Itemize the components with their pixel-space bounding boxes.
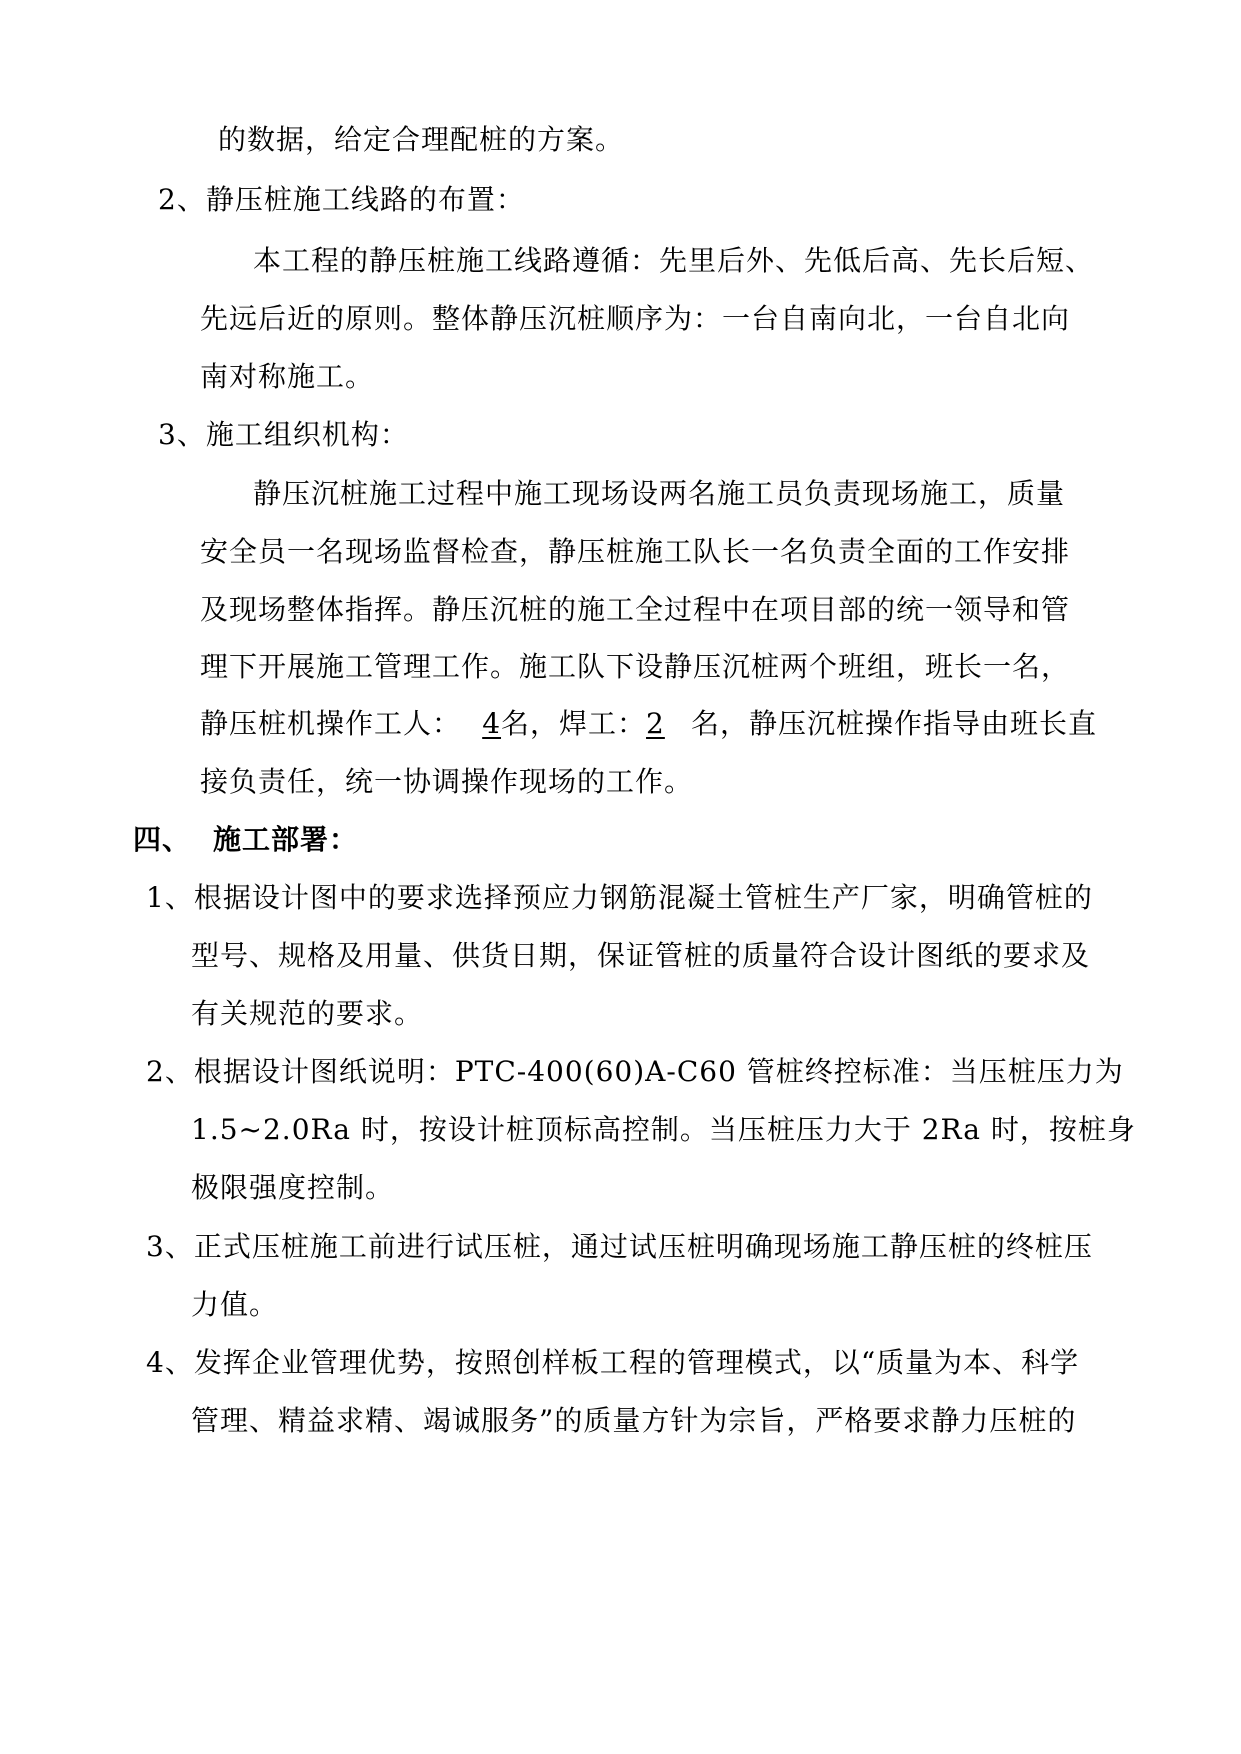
text-line: 安全员一名现场监督检查，静压桩施工队长一名负责全面的工作安排 [200,535,1071,568]
text-line: 理下开展施工管理工作。施工队下设静压沉桩两个班组，班长一名， [200,650,1071,683]
staffing-line [200,707,1097,741]
section-title: 施工部署： [213,823,359,856]
list-item-number: 4、 [146,1346,194,1379]
text-line: 型号、规格及用量、供货日期，保证管桩的质量符合设计图纸的要求及 [191,939,1091,972]
list-item-number: 2、 [146,1055,194,1088]
text-line: 接负责任，统一协调操作现场的工作。 [200,765,694,798]
text-line: 1.5~2.0Ra 时，按设计桩顶标高控制。当压桩压力大于 2Ra 时，按桩身 [191,1113,1136,1146]
staffing-middle: 名，焊工： [501,707,647,740]
list-item [146,881,1093,915]
list-item-text: 正式压桩施工前进行试压桩，通过试压桩明确现场施工静压桩的终桩压 [193,1230,1093,1263]
text-line: 静压沉桩施工过程中施工现场设两名施工员负责现场施工，质量 [253,477,1066,510]
section-number: 四、 [133,823,192,856]
workers-count: 4 [482,707,502,740]
list-item-text: 根据设计图中的要求选择预应力钢筋混凝土管桩生产厂家，明确管桩的 [193,881,1093,914]
section-heading [133,823,358,857]
text-line: 极限强度控制。 [191,1171,395,1204]
text-line: 有关规范的要求。 [191,997,424,1030]
text-line: 先远后近的原则。整体静压沉桩顺序为：一台自南向北，一台自北向 [200,302,1071,335]
staffing-suffix: 名，静压沉桩操作指导由班长直 [691,707,1098,740]
list-item-text: 发挥企业管理优势，按照创样板工程的管理模式，以“质量为本、科学 [193,1346,1080,1379]
list-item [146,1230,1093,1264]
subsection-heading: 3、施工组织机构： [158,418,409,451]
list-item-number: 1、 [146,881,194,914]
text-line: 南对称施工。 [200,360,375,393]
list-item-number: 3、 [146,1230,194,1263]
text-line: 力值。 [191,1288,279,1321]
subsection-heading: 2、静压桩施工线路的布置： [158,183,525,216]
text-line: 本工程的静压桩施工线路遵循：先里后外、先低后高、先长后短、 [253,244,1095,277]
text-line: 的数据，给定合理配桩的方案。 [218,123,625,156]
staffing-prefix: 静压桩机操作工人： [200,707,462,740]
list-item [146,1055,1124,1089]
text-line: 管理、精益求精、竭诚服务”的质量方针为宗旨，严格要求静力压桩的 [191,1404,1077,1437]
list-item [146,1346,1079,1380]
text-line: 及现场整体指挥。静压沉桩的施工全过程中在项目部的统一领导和管 [200,593,1071,626]
welders-count: 2 [646,707,665,740]
list-item-text: 根据设计图纸说明：PTC-400(60)A-C60 管桩终控标准：当压桩压力为 [193,1055,1124,1088]
